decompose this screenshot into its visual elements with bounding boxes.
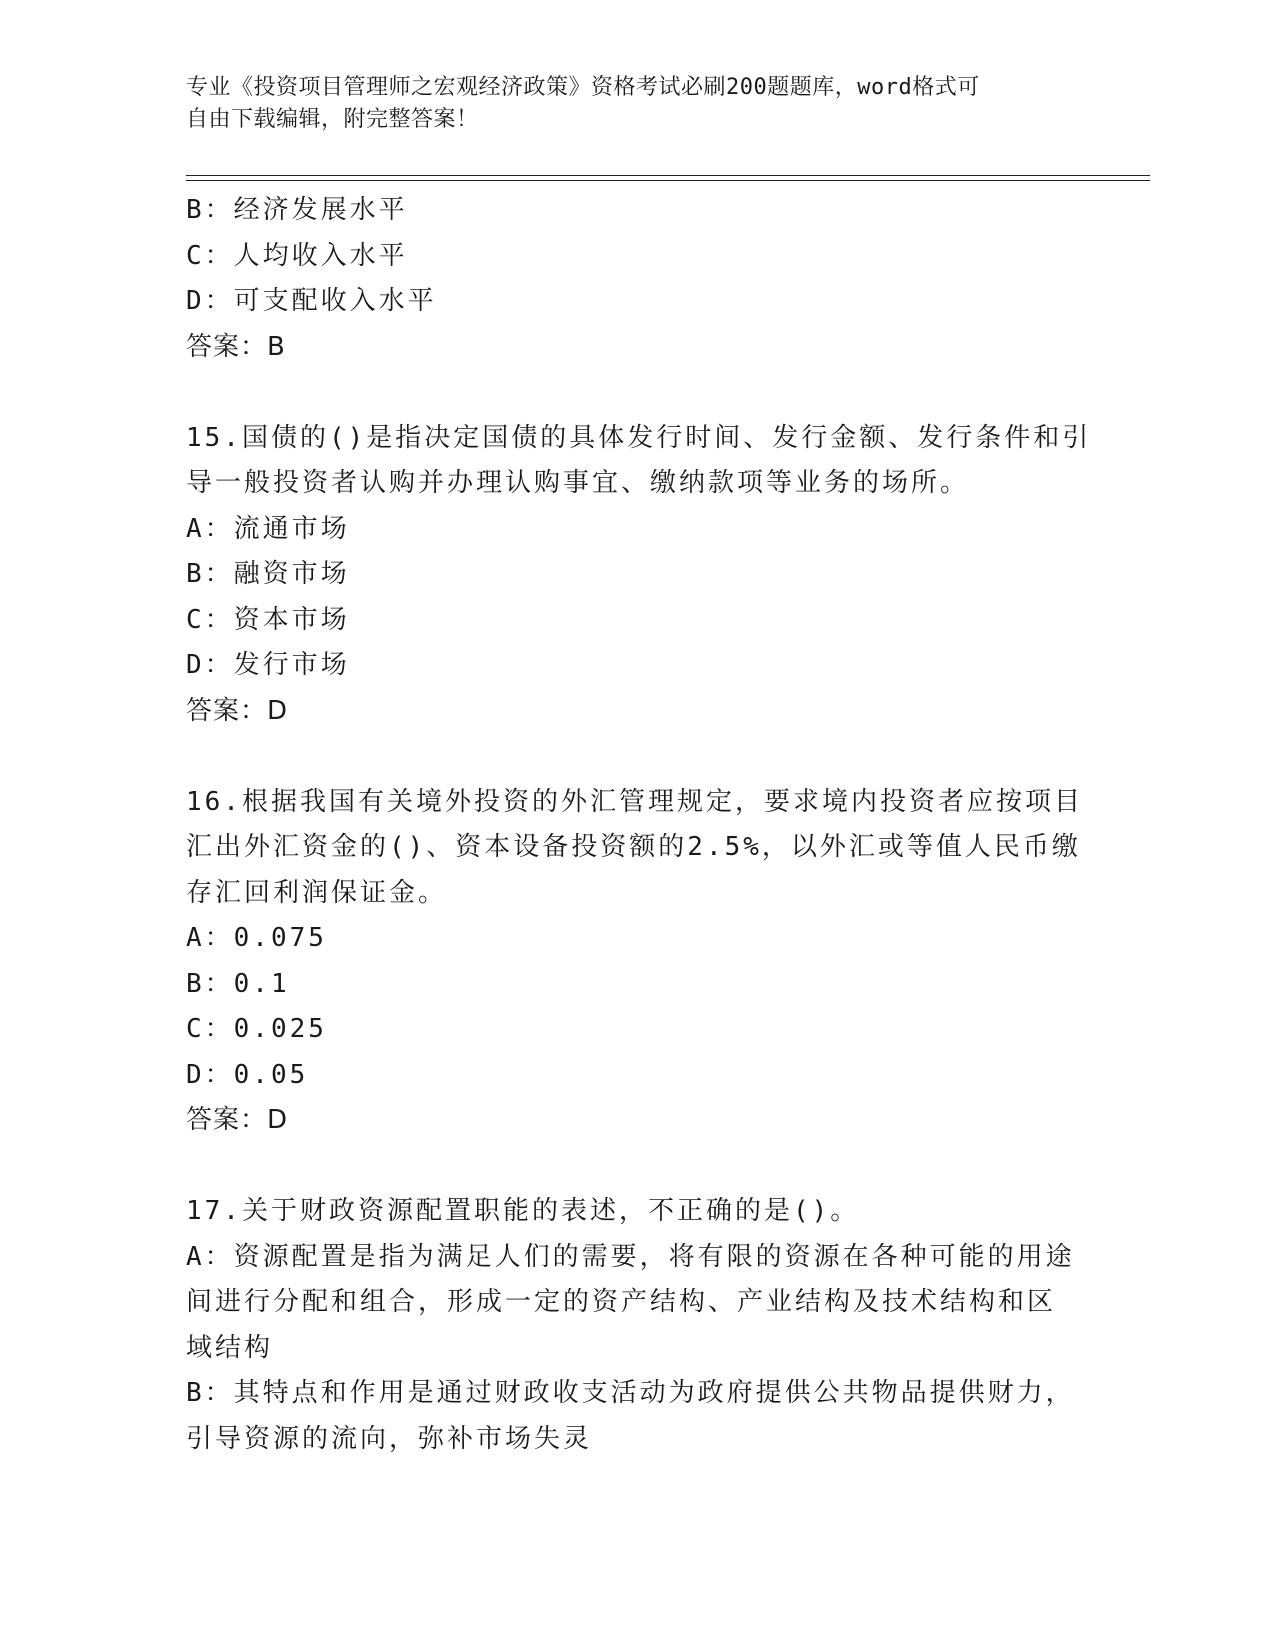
option-a: A：流通市场	[186, 513, 350, 544]
option-b-line: 引导资源的流向，弥补市场失灵	[186, 1423, 593, 1454]
option-b: B：融资市场	[186, 559, 350, 589]
header-rule-bottom	[186, 180, 1150, 181]
option-a: A：0.075	[186, 923, 327, 953]
question-text-line: 15.国债的()是指决定国债的具体发行时间、发行金额、发行条件和引	[186, 422, 1092, 453]
question-text-line: 17.关于财政资源配置职能的表述，不正确的是()。	[186, 1196, 860, 1226]
question-content	[186, 188, 1092, 1462]
option-d: D：发行市场	[186, 650, 350, 680]
question-text-line: 存汇回利润保证金。	[186, 877, 448, 908]
option-c: C：0.025	[186, 1014, 327, 1044]
option-a-line: A：资源配置是指为满足人们的需要，将有限的资源在各种可能的用途	[186, 1241, 1075, 1272]
option-c: C：资本市场	[186, 604, 350, 635]
option-b: B：0.1	[186, 968, 290, 999]
question-17	[186, 1189, 1086, 1462]
answer: 答案：B	[186, 331, 286, 362]
answer: 答案：D	[186, 1105, 289, 1135]
option-b-line: B：其特点和作用是通过财政收支活动为政府提供公共物品提供财力，	[186, 1378, 1075, 1408]
header-line-2: 自由下载编辑，附完整答案！	[186, 107, 479, 132]
option-b: B：经济发展水平	[186, 195, 408, 225]
question-text-line: 导一般投资者认购并办理认购事宜、缴纳款项等业务的场所。	[186, 468, 970, 498]
option-a-line: 域结构	[186, 1332, 274, 1363]
spacer	[186, 1144, 1086, 1190]
spacer	[186, 370, 1086, 416]
question-15	[186, 416, 1092, 735]
question-16	[186, 780, 1086, 1144]
spacer	[186, 734, 1086, 780]
question-14-continued	[186, 188, 1086, 370]
header-rule-top	[186, 175, 1150, 176]
answer: 答案：D	[186, 695, 289, 726]
document-header	[186, 72, 1066, 136]
option-d: D：0.05	[186, 1059, 309, 1090]
question-text-line: 汇出外汇资金的()、资本设备投资额的2.5%，以外汇或等值人民币缴	[186, 832, 1081, 862]
question-text-line: 16.根据我国有关境外投资的外汇管理规定，要求境内投资者应按项目	[186, 786, 1083, 817]
option-c: C：人均收入水平	[186, 240, 408, 271]
header-line-1: 专业《投资项目管理师之宏观经济政策》资格考试必刷200题题库，word格式可	[186, 75, 980, 100]
option-d: D：可支配收入水平	[186, 286, 437, 316]
option-a-line: 间进行分配和组合，形成一定的资产结构、产业结构及技术结构和区	[186, 1287, 1057, 1317]
